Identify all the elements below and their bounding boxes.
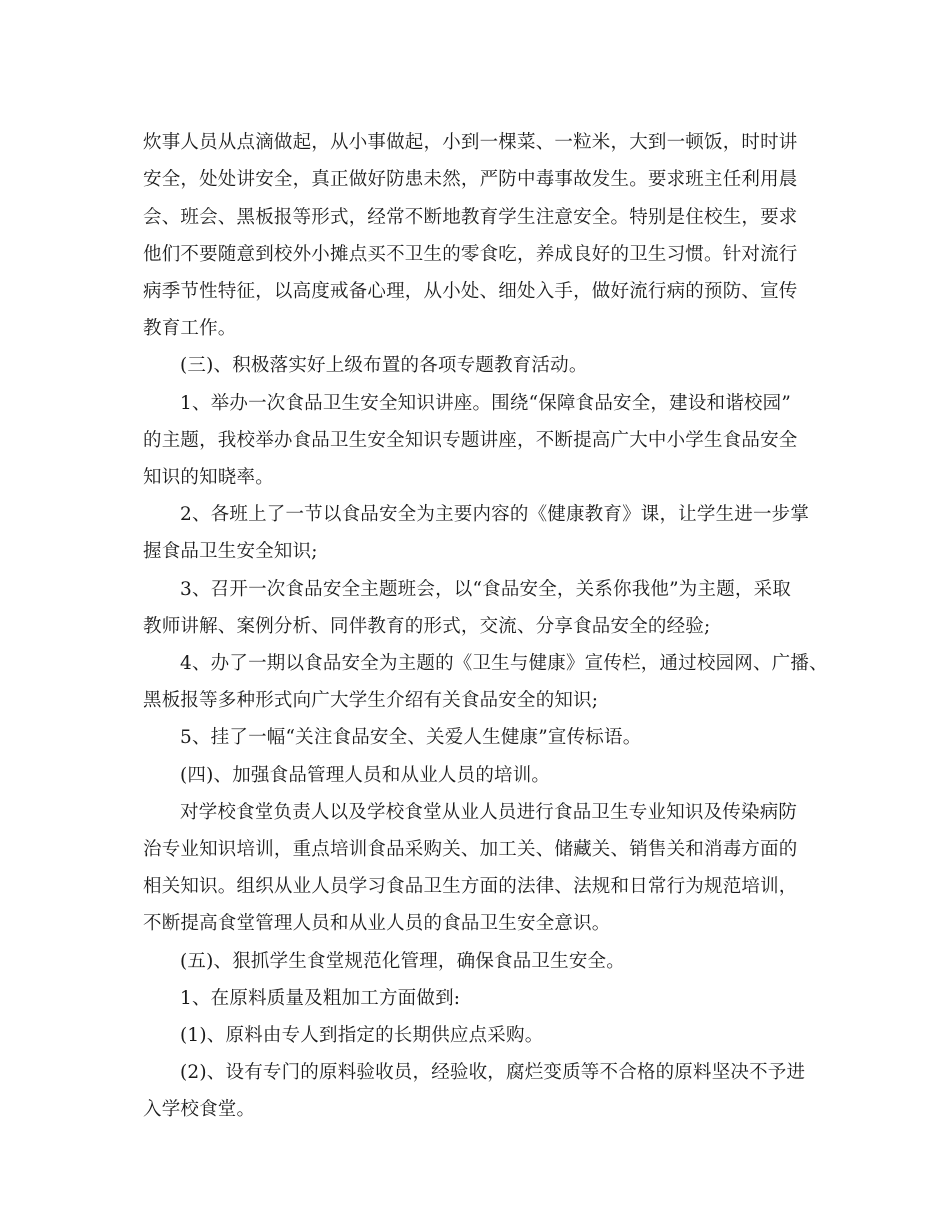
paragraph-line: 的主题，我校举办食品卫生安全知识专题讲座，不断提高广大中小学生食品安全	[143, 430, 798, 451]
list-item-2: 2、各班上了一节以食品安全为主要内容的《健康教育》课，让学生进一步掌	[180, 504, 810, 525]
list-item-3: 3、召开一次食品安全主题班会，以“食品安全，关系你我他”为主题，采取	[180, 579, 791, 600]
paragraph-line: 入学校食堂。	[143, 1099, 256, 1120]
section-heading-4: (四)、加强食品管理人员和从业人员的培训。	[180, 765, 551, 786]
section-heading-3: (三)、积极落实好上级布置的各项专题教育活动。	[180, 355, 588, 376]
section-heading-5: (五)、狠抓学生食堂规范化管理，确保食品卫生安全。	[180, 951, 625, 972]
paragraph-line: 对学校食堂负责人以及学校食堂从业人员进行食品卫生专业知识及传染病防	[180, 802, 798, 823]
paragraph-line: 教育工作。	[143, 318, 237, 339]
paragraph-line: 不断提高食堂管理人员和从业人员的食品卫生安全意识。	[143, 913, 611, 934]
paragraph-line: 他们不要随意到校外小摊点买不卫生的零食吃，养成良好的卫生习惯。针对流行	[143, 244, 798, 265]
list-item-5: 5、挂了一幅“关注食品安全、关爱人生健康”宣传标语。	[180, 727, 642, 748]
paragraph-line: 知识的知晓率。	[143, 467, 274, 488]
paragraph-line: 教师讲解、案例分析、同伴教育的形式，交流、分享食品安全的经验;	[143, 616, 711, 637]
paragraph-line: 会、班会、黑板报等形式，经常不断地教育学生注意安全。特别是住校生，要求	[143, 207, 798, 228]
sub-item-1: (1)、原料由专人到指定的长期供应点采购。	[180, 1025, 544, 1046]
paragraph-line: 相关知识。组织从业人员学习食品卫生方面的法律、法规和日常行为规范培训，	[143, 876, 798, 897]
paragraph-line: 炊事人员从点滴做起，从小事做起，小到一棵菜、一粒米，大到一顿饭，时时讲	[143, 132, 798, 153]
list-item-4: 4、办了一期以食品安全为主题的《卫生与健康》宣传栏，通过校园网、广播、	[180, 653, 828, 674]
paragraph-line: 安全，处处讲安全，真正做好防患未然，严防中毒事故发生。要求班主任利用晨	[143, 169, 798, 190]
sub-item-2: (2)、设有专门的原料验收员，经验收，腐烂变质等不合格的原料坚决不予进	[180, 1062, 806, 1083]
paragraph-line: 黑板报等多种形式向广大学生介绍有关食品安全的知识;	[143, 690, 599, 711]
paragraph-line: 治专业知识培训，重点培训食品采购关、加工关、储藏关、销售关和消毒方面的	[143, 839, 798, 860]
list-item-1: 1、举办一次食品卫生安全知识讲座。围绕“保障食品安全，建设和谐校园”	[180, 393, 791, 414]
list-item-1: 1、在原料质量及粗加工方面做到:	[180, 988, 461, 1009]
paragraph-line: 握食品卫生安全知识;	[143, 541, 318, 562]
paragraph-line: 病季节性特征，以高度戒备心理，从小处、细处入手，做好流行病的预防、宣传	[143, 281, 798, 302]
